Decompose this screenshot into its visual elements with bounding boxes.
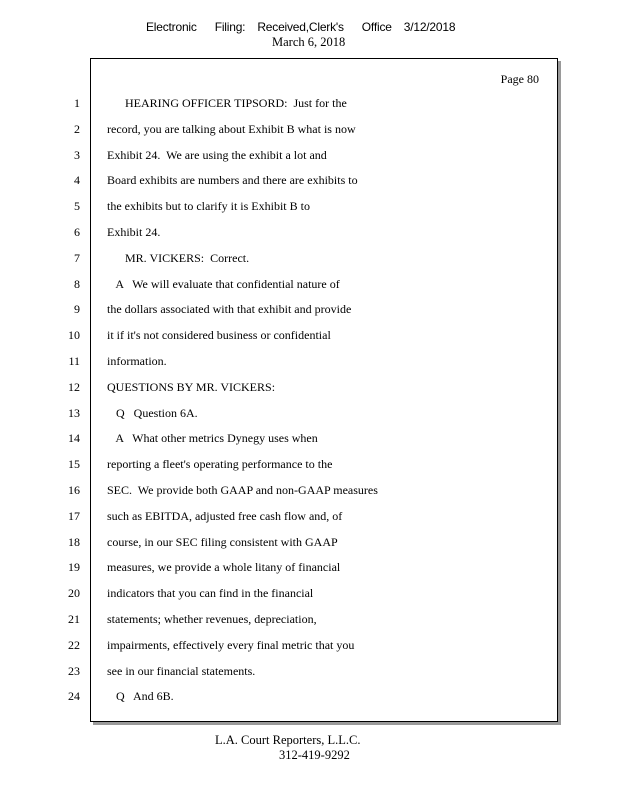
transcript-line: information. xyxy=(107,354,167,368)
transcript-line: statements; whether revenues, depreciation, xyxy=(107,612,317,626)
transcript-line: record, you are talking about Exhibit B what is now xyxy=(107,121,356,136)
line-number: 16 xyxy=(68,483,80,497)
transcript-line: MR. VICKERS: Correct. xyxy=(107,250,250,265)
line-number: 15 xyxy=(68,457,80,472)
transcript-line: Exhibit 24. xyxy=(107,225,161,239)
transcript-line: such as EBITDA, adjusted free cash flow and, of xyxy=(107,508,343,523)
line-number: 20 xyxy=(68,586,80,601)
line-number: 6 xyxy=(74,225,80,239)
transcript-line: SEC. We provide both GAAP and non-GAAP measures xyxy=(107,483,378,497)
line-number: 21 xyxy=(68,612,80,626)
line-number: 4 xyxy=(74,173,80,188)
transcript-line: course, in our SEC filing consistent with GAAP xyxy=(107,534,338,549)
transcript-line: A What other metrics Dynegy uses when xyxy=(107,431,318,446)
transcript-line: Q Question 6A. xyxy=(107,405,198,420)
transcript-line: indicators that you can find in the financial xyxy=(107,586,314,601)
transcript-line: impairments, effectively every final metric that you xyxy=(107,637,355,652)
transcript-line: the exhibits but to clarify it is Exhibit B to xyxy=(107,199,310,214)
line-number: 2 xyxy=(74,121,80,136)
filing-word: Received,Clerk's xyxy=(257,20,344,34)
filing-word: Office xyxy=(361,20,392,34)
transcript-line: A We will evaluate that confidential nature of xyxy=(107,276,340,291)
transcript-line: QUESTIONS BY MR. VICKERS: xyxy=(107,379,276,394)
transcript-line: HEARING OFFICER TIPSORD: Just for the xyxy=(107,96,347,110)
transcript-line: see in our financial statements. xyxy=(107,663,256,678)
line-number: 12 xyxy=(68,379,80,394)
line-number: 1 xyxy=(74,96,80,110)
transcript-line: measures, we provide a whole litany of financial xyxy=(107,560,341,575)
page-number: Page 80 xyxy=(500,72,539,86)
line-number: 3 xyxy=(74,147,80,162)
filing-word: Electronic xyxy=(146,20,197,34)
filing-stamp xyxy=(146,20,455,34)
line-number: 24 xyxy=(68,689,80,704)
hearing-date: March 6, 2018 xyxy=(272,35,346,49)
transcript-line: Board exhibits are numbers and there are exhibits to xyxy=(107,173,358,188)
line-number: 7 xyxy=(74,250,80,265)
filing-word: 3/12/2018 xyxy=(403,20,456,34)
transcript-line: the dollars associated with that exhibit and provide xyxy=(107,302,352,317)
transcript-line: it if it's not considered business or confidential xyxy=(107,328,331,343)
court-reporter-phone: 312-419-9292 xyxy=(279,748,350,762)
filing-word: Filing: xyxy=(214,20,246,34)
transcript-line: Exhibit 24. We are using the exhibit a lot and xyxy=(107,147,327,162)
line-number: 22 xyxy=(68,637,80,652)
line-number: 13 xyxy=(68,405,80,420)
line-number: 18 xyxy=(68,534,80,549)
line-number: 14 xyxy=(68,431,80,446)
transcript-line: reporting a fleet's operating performance to the xyxy=(107,457,333,472)
transcript-line: Q And 6B. xyxy=(107,689,174,704)
line-number: 23 xyxy=(68,663,80,678)
line-number: 10 xyxy=(68,328,80,343)
line-number: 17 xyxy=(68,508,80,523)
line-number: 5 xyxy=(74,199,80,214)
court-reporter-name: L.A. Court Reporters, L.L.C. xyxy=(215,733,361,747)
line-number: 8 xyxy=(74,276,80,291)
line-number: 11 xyxy=(68,354,80,368)
line-number: 19 xyxy=(68,560,80,575)
line-number: 9 xyxy=(74,302,80,317)
